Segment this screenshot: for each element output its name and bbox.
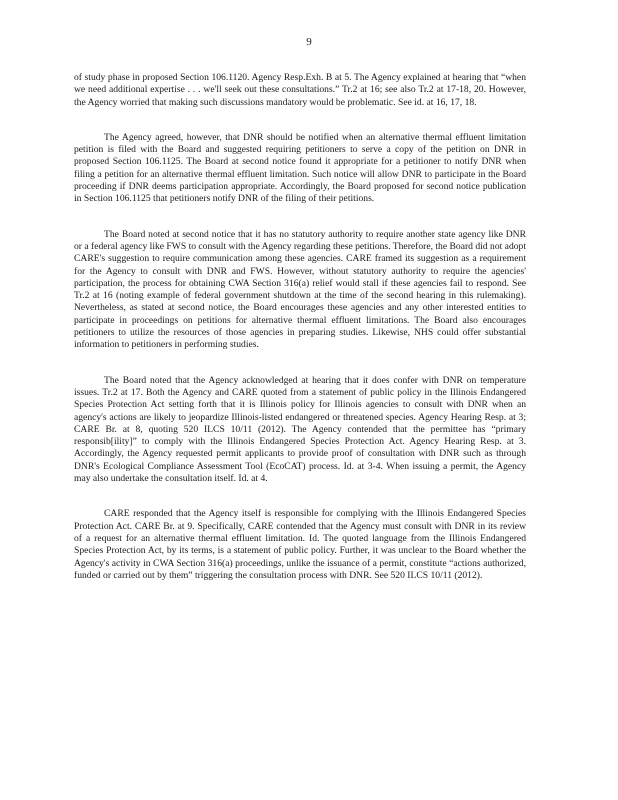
paragraph-dnr-consultation: The Board noted that the Agency acknowledged at hearing that it does confer with DNR on temperature issues. Tr.2 at 17. Both the Agency and CARE quoted from a statement of public policy in the Illinois Endangered Species Protection Act setting forth that it is Illinois policy for Illinois agencies to consult with DNR when an agency's actions are likely to jeopardize Illinois-listed endangered or threatened species. Agency Hearing Resp. at 3; CARE Br. at 8, quoting 520 ILCS 10/11 (2012). The Agency contended that the permittee has “primary responsib[ility]” to comply with the Illinois Endangered Species Protection Act. Agency Hearing Resp. at 3. Accordingly, the Agency requested permit applicants to provide proof of consultation with DNR such as through DNR's Ecological Compliance Assessment Tool (EcoCAT) process. Id. at 3-4. When issuing a permit, the Agency may also undertake the consultation itself. Id. at 4. [74, 374, 526, 485]
paragraph-agency-notification: The Agency agreed, however, that DNR should be notified when an alternative thermal effluent limitation petition is filed with the Board and suggested requiring petitioners to serve a copy of the petition on DNR in proposed Section 106.1125. The Board at second notice found it appropriate for a petitioner to notify DNR when filing a petition for an alternative thermal effluent limitation. Such notice will allow DNR to participate in the Board proceeding if DNR deems participation appropriate. Accordingly, the Board proposed for second notice publication in Section 106.1125 that petitioners notify DNR of the filing of their petitions. [74, 131, 526, 205]
page-number: 9 [306, 36, 312, 48]
paragraph-care-response: CARE responded that the Agency itself is responsible for complying with the Illinois Endangered Species Protection Act. CARE Br. at 9. Specifically, CARE contended that the Agency must consult with DNR in its review of a request for an alternative thermal effluent limitation. Id. The quoted language from the Illinois Endangered Species Protection Act, by its terms, is a statement of public policy. Further, it was unclear to the Board whether the Agency's activity in CWA Section 316(a) proceedings, unlike the issuance of a permit, constitute “actions authorized, funded or carried out by them” triggering the consultation process with DNR. See 520 ILCS 10/11 (2012). [74, 508, 526, 581]
paragraph-statutory-authority: The Board noted at second notice that it has no statutory authority to require another state agency like DNR or a federal agency like FWS to consult with the Agency regarding these petitions. Therefore, the Board did not adopt CARE's suggestion to require communication among these agencies. CARE framed its suggestion as a requirement for the Agency to consult with DNR and FWS. However, without statutory authority to require the agencies' participation, the process for obtaining CWA Section 316(a) relief would stall if these agencies fail to respond. See Tr.2 at 16 (noting example of federal government shutdown at the time of the second hearing in this rulemaking). Nevertheless, as stated at second notice, the Board encourages these agencies and any other interested entities to participate in proceedings on petitions for alternative thermal effluent limitations. The Board also encourages petitioners to utilize the resources of those agencies in preparing studies. Likewise, NHS could offer substantial information to petitioners in performing studies. [74, 228, 526, 351]
paragraph-continuation: of study phase in proposed Section 106.1120. Agency Resp.Exh. B at 5. The Agency explained at hearing that “when we need additional expertise . . . we'll seek out these consultations.” Tr.2 at 16; see also Tr.2 at 17-18, 20. However, the Agency worried that making such discussions mandatory would be problematic. See id. at 16, 17, 18. [74, 72, 526, 108]
document-body [74, 72, 526, 582]
